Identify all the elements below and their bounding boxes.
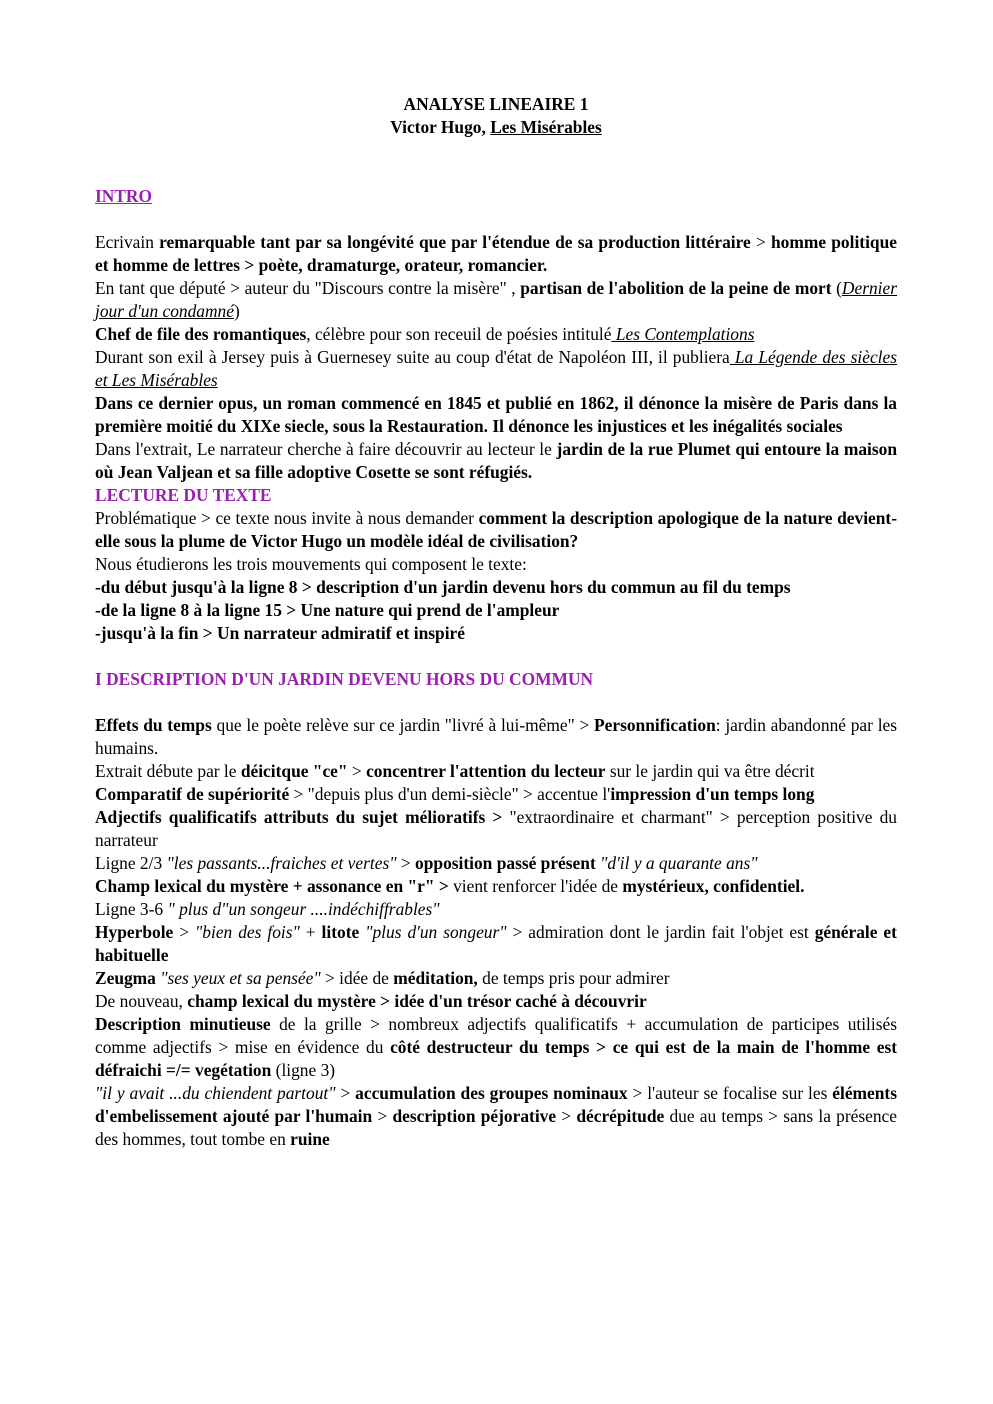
text-run: impression d'un temps long xyxy=(610,784,815,804)
section1-paragraph xyxy=(95,1013,897,1082)
text-run: méditation, xyxy=(393,968,478,988)
text-run: "extraordinaire et charmant" > perception positive du narrateur xyxy=(95,807,898,850)
text-run: ( xyxy=(831,278,842,298)
section1-paragraph xyxy=(95,714,897,760)
section1-heading: I DESCRIPTION D'UN JARDIN DEVENU HORS DU COMMUN xyxy=(95,669,594,689)
text-run: jardin de la rue Plumet qui entoure la maison où Jean Valjean et sa fille adoptive Cosette se sont réfugiés. xyxy=(95,439,897,482)
text-run: Zeugma xyxy=(95,968,156,988)
text-run: > "depuis plus d'un demi-siècle" > accentue l' xyxy=(289,784,611,804)
lecture-paragraph xyxy=(95,599,897,622)
title-work: Les Misérables xyxy=(490,117,602,137)
text-run: de temps pris pour admirer xyxy=(477,968,670,988)
text-run: vient renforcer l'idée de xyxy=(448,876,623,896)
text-run: homme politique et homme de lettres > poète, dramaturge, orateur, romancier. xyxy=(95,232,897,275)
lecture-paragraph xyxy=(95,622,897,645)
text-run: remarquable tant par sa longévité que par l'étendue de sa production littéraire xyxy=(159,232,751,252)
section1-paragraph xyxy=(95,921,897,967)
document-title xyxy=(95,93,897,139)
text-run: -jusqu'à la fin > Un narrateur admiratif et inspiré xyxy=(95,623,465,643)
text-run: sur le jardin qui va être décrit xyxy=(605,761,815,781)
text-run: > xyxy=(335,1083,356,1103)
lecture-paragraph xyxy=(95,553,897,576)
text-run: champ lexical du mystère > idée d'un trésor caché à découvrir xyxy=(187,991,647,1011)
text-run: " plus d"un songeur ....indéchiffrables" xyxy=(167,899,440,919)
text-run: > xyxy=(556,1106,577,1126)
text-run: > xyxy=(750,232,771,252)
text-run: "plus d'un songeur" xyxy=(365,922,507,942)
text-run: déicitque "ce" xyxy=(240,761,348,781)
lecture-paragraph xyxy=(95,576,897,599)
text-run: > xyxy=(347,761,367,781)
intro-heading: INTRO xyxy=(95,186,153,206)
text-run: > xyxy=(372,1106,393,1126)
text-run: Nous étudierons les trois mouvements qui composent le texte: xyxy=(95,554,527,574)
text-run: Effets du temps xyxy=(95,715,212,735)
intro-paragraph xyxy=(95,346,897,392)
text-run: "bien des fois" xyxy=(195,922,300,942)
text-run: Comparatif de supériorité xyxy=(95,784,290,804)
section1-paragraph xyxy=(95,760,897,783)
lecture-paragraph xyxy=(95,507,897,553)
text-run: de la grille > nombreux adjectifs qualificatifs + accumulation de participes utilisés comme adjectifs > mise en évidence du xyxy=(95,1014,897,1057)
section1-paragraph xyxy=(95,990,897,1013)
intro-paragraph xyxy=(95,323,897,346)
text-run: Extrait débute par le xyxy=(95,761,241,781)
section1-paragraph xyxy=(95,875,897,898)
text-run: De nouveau, xyxy=(95,991,188,1011)
text-run: Ligne 2/3 xyxy=(95,853,167,873)
text-run: > xyxy=(173,922,195,942)
intro-paragraph xyxy=(95,392,897,438)
section1-paragraph xyxy=(95,898,897,921)
text-run: ruine xyxy=(290,1129,330,1149)
section1-paragraph xyxy=(95,806,897,852)
intro-paragraph xyxy=(95,231,897,277)
text-run: + xyxy=(299,922,322,942)
text-run: Problématique > ce texte nous invite à nous demander xyxy=(95,508,479,528)
text-run: "ses yeux et sa pensée" xyxy=(160,968,321,988)
text-run: Ecrivain xyxy=(95,232,160,252)
text-run: ) xyxy=(233,301,240,321)
text-run: Chef de file des romantiques xyxy=(95,324,307,344)
text-run: accumulation des groupes nominaux xyxy=(355,1083,628,1103)
section1-paragraph xyxy=(95,852,897,875)
text-run: > xyxy=(396,853,416,873)
text-run: comment la description apologique de la nature devient-elle sous la plume de Victor Hugo un modèle idéal de civilisation? xyxy=(95,508,897,551)
text-run: Adjectifs qualificatifs attributs du sujet mélioratifs > xyxy=(95,807,503,827)
text-run: litote xyxy=(321,922,360,942)
title-author: Victor Hugo, xyxy=(390,117,491,137)
section1-paragraph xyxy=(95,1082,897,1151)
text-run: Dans l'extrait, Le narrateur cherche à faire découvrir au lecteur le xyxy=(95,439,557,459)
text-run: "d'il y a quarante ans" xyxy=(600,853,758,873)
text-run: due au temps > sans la présence des hommes, tout tombe en xyxy=(95,1106,897,1149)
text-run: Hyperbole xyxy=(95,922,174,942)
section1-paragraph xyxy=(95,967,897,990)
text-run: côté destructeur du temps > ce qui est de la main de l'homme est défraichi =/= vegétation xyxy=(95,1037,897,1080)
text-run: Dans ce dernier opus, un roman commencé en 1845 et publié en 1862, il dénonce la misère de Paris dans la première moitié du XIXe siecle, sous la Restauration. Il dénonce les injustices et les inégalités sociales xyxy=(95,393,897,436)
text-run: (ligne 3) xyxy=(271,1060,336,1080)
text-run: que le poète relève sur ce jardin "livré à lui-même" > xyxy=(211,715,595,735)
lecture-heading: LECTURE DU TEXTE xyxy=(95,485,272,505)
text-run: Les Contemplations xyxy=(611,324,755,344)
text-run: description péjorative xyxy=(392,1106,557,1126)
text-run: > l'auteur se focalise sur les xyxy=(627,1083,833,1103)
text-run: Ligne 3-6 xyxy=(95,899,168,919)
text-run: -du début jusqu'à la ligne 8 > description d'un jardin devenu hors du commun au fil du temps xyxy=(95,577,791,597)
text-run: "les passants...fraiches et vertes" xyxy=(166,853,397,873)
intro-paragraph xyxy=(95,438,897,484)
text-run: Personnification xyxy=(594,715,716,735)
text-run: éléments d'embelissement ajouté par l'humain xyxy=(95,1083,897,1126)
intro-paragraph xyxy=(95,277,897,323)
text-run: , célèbre pour son receuil de poésies intitulé xyxy=(306,324,612,344)
text-run: décrépitude xyxy=(576,1106,665,1126)
text-run: mystérieux, confidentiel. xyxy=(622,876,805,896)
text-run: opposition passé présent xyxy=(415,853,596,873)
text-run: > admiration dont le jardin fait l'objet est xyxy=(506,922,815,942)
text-run: "il y avait ...du chiendent partout" xyxy=(95,1083,336,1103)
title-line-2 xyxy=(95,116,897,139)
title-line-1: ANALYSE LINEAIRE 1 xyxy=(403,94,589,114)
text-run: En tant que député > auteur du "Discours contre la misère" , xyxy=(95,278,521,298)
text-run: : jardin abandonné par les humains. xyxy=(95,715,898,758)
text-run: Champ lexical du mystère + assonance en "r" > xyxy=(95,876,449,896)
section1-paragraph xyxy=(95,783,897,806)
text-run: Durant son exil à Jersey puis à Guernesey suite au coup d'état de Napoléon III, il publiera xyxy=(95,347,730,367)
document-page xyxy=(95,93,897,1151)
text-run: Dernier jour d'un condamné xyxy=(95,278,897,321)
text-run: générale et habituelle xyxy=(95,922,897,965)
text-run: > idée de xyxy=(320,968,394,988)
text-run: La Légende des siècles et Les Misérables xyxy=(95,347,898,390)
text-run: partisan de l'abolition de la peine de mort xyxy=(520,278,832,298)
text-run: concentrer l'attention du lecteur xyxy=(366,761,606,781)
text-run: -de la ligne 8 à la ligne 15 > Une nature qui prend de l'ampleur xyxy=(95,600,560,620)
text-run: Description minutieuse xyxy=(95,1014,271,1034)
